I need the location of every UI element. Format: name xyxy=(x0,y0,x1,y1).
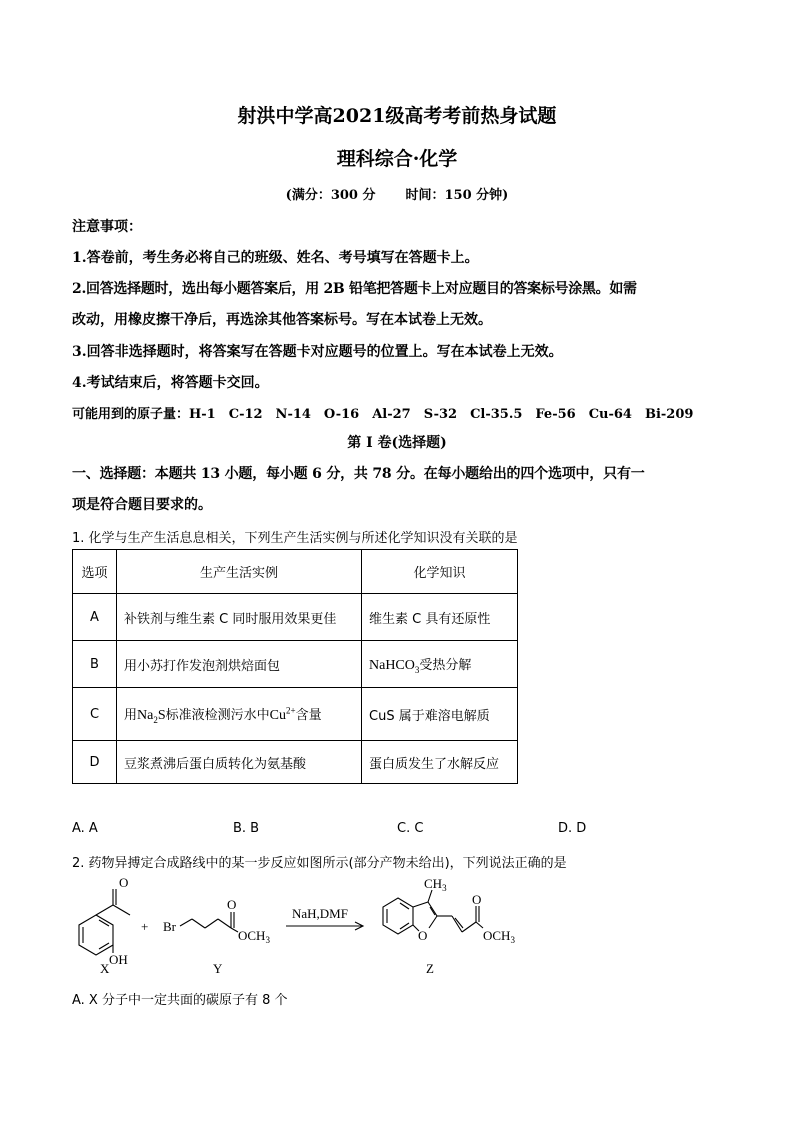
reagent-label: NaH,DMF xyxy=(292,906,348,921)
z-ring-o-atom: O xyxy=(418,928,428,943)
atomic-mass-line: 可能用到的原子量：H-1 C-12 N-14 O-16 Al-27 S-32 Cl-35.5 Fe-56 Cu-64 Bi-209 xyxy=(72,407,694,422)
label-y: Y xyxy=(213,961,223,976)
section-title: 第 I 卷(选择题) xyxy=(347,435,447,451)
molecule-y xyxy=(180,912,238,932)
table-row xyxy=(73,741,518,784)
z-o-atom: O xyxy=(472,892,482,907)
note-item-2-line-2: 改动，用橡皮擦干净后，再选涂其他答案标号。写在本试卷上无效。 xyxy=(72,312,492,328)
question-1-table xyxy=(72,549,518,784)
section-instruction-line-1: 一、选择题：本题共 13 小题，每小题 6 分，共 78 分。在每小题给出的四个选项中，只有一 xyxy=(72,466,645,482)
header-knowledge: 化学知识 xyxy=(362,550,518,594)
notes-heading: 注意事项： xyxy=(72,219,142,235)
question-2-stem: 2. 药物异搏定合成路线中的某一步反应如图所示(部分产物未给出)，下列说法正确的是 xyxy=(72,856,567,871)
option-b-knowledge: NaHCO$_3$受热分解 xyxy=(362,641,518,688)
note-item-3: 3.回答非选择题时，将答案写在答题卡对应题号的位置上。写在本试卷上无效。 xyxy=(72,344,563,360)
choice-d: D. D xyxy=(558,821,587,836)
x-o-atom: O xyxy=(119,876,129,890)
note-item-2-line-1: 2.回答选择题时，选出每小题答案后，用 2B 铅笔把答题卡上对应题目的答案标号涂黑。如需 xyxy=(72,281,637,297)
nahco3-formula: NaHCO$_3$ xyxy=(369,657,420,675)
option-a-label: A xyxy=(73,594,117,641)
option-a-example: 补铁剂与维生素 C 同时服用效果更佳 xyxy=(117,594,362,641)
na2s-formula: $Na_2S$ xyxy=(137,707,166,725)
choice-b: B. B xyxy=(233,821,260,836)
x-oh-group: OH xyxy=(109,952,128,967)
molecule-x xyxy=(79,889,130,955)
z-ch3-group: $CH_3$ xyxy=(424,876,447,893)
header-example: 生产生活实例 xyxy=(117,550,362,594)
table-row xyxy=(73,688,518,741)
exam-info xyxy=(0,184,794,203)
option-d-example: 豆浆煮沸后蛋白质转化为氨基酸 xyxy=(117,741,362,784)
option-b-example: 用小苏打作发泡剂烘焙面包 xyxy=(117,641,362,688)
exam-title: 射洪中学高2021级高考考前热身试题 xyxy=(237,105,557,127)
plus-sign: + xyxy=(141,919,149,934)
note-item-1: 1.答卷前，考生务必将自己的班级、姓名、考号填写在答题卡上。 xyxy=(72,250,479,266)
note-item-4: 4.考试结束后，将答题卡交回。 xyxy=(72,375,269,391)
option-c-example: 用$Na_2S$标准液检测污水中$Cu^{2+}$含量 xyxy=(117,688,362,741)
cu-ion-formula: $Cu^{2+}$ xyxy=(269,704,296,723)
option-c-knowledge: CuS 属于难溶电解质 xyxy=(362,688,518,741)
question-2-option-a: A. X 分子中一定共面的碳原子有 8 个 xyxy=(72,993,288,1008)
reaction-scheme xyxy=(0,876,794,986)
option-d-knowledge: 蛋白质发生了水解反应 xyxy=(362,741,518,784)
exam-subject: 理科综合·化学 xyxy=(336,148,458,170)
time-text: 时间：150 分钟) xyxy=(405,188,509,203)
section-instruction-line-2: 项是符合题目要求的。 xyxy=(72,497,212,513)
option-a-knowledge: 维生素 C 具有还原性 xyxy=(362,594,518,641)
z-och3-group: $OCH_3$ xyxy=(483,928,515,945)
option-d-label: D xyxy=(73,741,117,784)
choice-c: C. C xyxy=(397,821,424,836)
table-row xyxy=(73,641,518,688)
table-row xyxy=(73,594,518,641)
option-b-label: B xyxy=(73,641,117,688)
option-c-label: C xyxy=(73,688,117,741)
y-och3-group: $OCH_3$ xyxy=(238,928,270,945)
label-z: Z xyxy=(426,961,434,976)
question-1-stem: 1. 化学与生产生活息息相关，下列生产生活实例与所述化学知识没有关联的是 xyxy=(72,531,518,546)
molecule-z xyxy=(383,890,483,934)
table-header-row xyxy=(73,550,518,594)
y-br-atom: Br xyxy=(163,919,176,934)
y-o-atom: O xyxy=(227,897,237,912)
choice-a: A. A xyxy=(72,821,98,836)
label-x: X xyxy=(100,961,110,976)
header-option: 选项 xyxy=(73,550,117,594)
score-text: (满分：300 分 xyxy=(285,188,376,203)
reaction-arrow xyxy=(286,922,363,930)
